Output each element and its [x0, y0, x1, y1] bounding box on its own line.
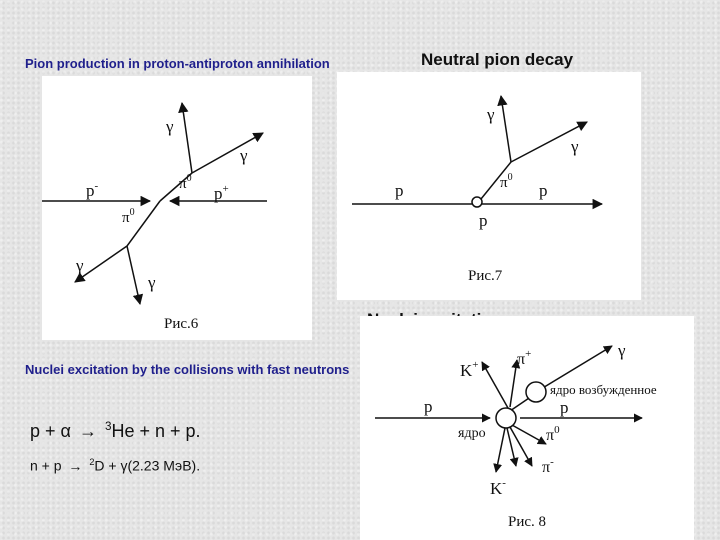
target-proton — [472, 197, 482, 207]
pi0-track — [512, 425, 546, 444]
pi-plus-label: π+ — [517, 348, 532, 368]
pi0-label: $\pi^0$ — [546, 424, 560, 444]
fast-neutrons-title: Nuclei excitation by the collisions with fast neutrons — [25, 362, 350, 377]
figure-8-panel — [360, 316, 694, 540]
figure-7-diagram — [337, 72, 641, 300]
gamma-label: γ — [618, 341, 626, 360]
figure-6-caption: Рис.6 — [164, 316, 199, 332]
k-minus-track-2 — [496, 428, 505, 472]
excited-nucleus-label: ядро возбужденное — [550, 382, 657, 397]
equation-2-lhs: n + p — [30, 457, 62, 474]
k-plus-track — [482, 362, 508, 408]
gamma-right-label: γ — [571, 137, 579, 156]
equation-2-mass-number: 2 — [89, 457, 95, 467]
pi-plus-track — [510, 360, 517, 407]
equation-1-mass-number: 3 — [104, 420, 112, 433]
gamma-right-track — [192, 133, 263, 173]
excited-nucleus — [526, 382, 546, 402]
k-minus-track-1 — [507, 428, 516, 466]
pi0-upper-label: $\pi^0$ — [179, 173, 192, 192]
pi-minus-track — [510, 427, 532, 466]
equation-2-rhs: D + γ(2.23 МэВ). — [94, 457, 201, 474]
figure-6-diagram — [42, 76, 312, 340]
p-label: p+ — [214, 183, 229, 203]
pi0-label: $\pi^0$ — [500, 172, 513, 191]
equation-1-arrow: → — [78, 421, 97, 441]
pi-minus-label: π- — [542, 456, 554, 476]
equation-1 — [30, 420, 201, 442]
gamma-top-track — [182, 103, 192, 173]
p-left-label: p — [395, 181, 404, 200]
equation-1-lhs: p + α — [30, 421, 71, 441]
p-bottom-label: p — [479, 211, 488, 230]
figure-6-panel — [42, 76, 312, 340]
gamma-left-label: γ — [76, 256, 84, 275]
p-bar-label: p- — [86, 180, 99, 200]
nucleus-label: ядро — [458, 426, 486, 441]
equation-2 — [30, 457, 200, 474]
neutral-pion-decay-title: Neutral pion decay — [421, 50, 574, 69]
p-right-label: p — [539, 181, 548, 200]
target-nucleus — [496, 408, 516, 428]
gamma-bottom-track — [127, 246, 140, 304]
pi0-lower-label: $\pi^0$ — [122, 207, 135, 226]
figure-7-caption: Рис.7 — [468, 268, 503, 284]
gamma-top-label: γ — [166, 117, 174, 136]
k-minus-label: K- — [490, 477, 506, 498]
equation-1-rhs: He + n + p. — [111, 421, 201, 441]
equation-2-arrow: → — [68, 457, 83, 474]
pion-production-title: Pion production in proton-antiproton annihilation — [25, 56, 330, 71]
p-left-label: p — [424, 397, 433, 416]
figure-8-diagram — [360, 316, 694, 540]
k-plus-label: K+ — [460, 359, 479, 380]
gamma-bottom-label: γ — [148, 273, 156, 292]
gamma-right-label: γ — [240, 146, 248, 165]
gamma-top-label: γ — [487, 105, 495, 124]
gamma-top-track — [501, 96, 511, 162]
figure-8-caption: Рис. 8 — [508, 514, 547, 530]
figure-7-panel — [337, 72, 641, 300]
p-right-label: p — [560, 398, 569, 417]
